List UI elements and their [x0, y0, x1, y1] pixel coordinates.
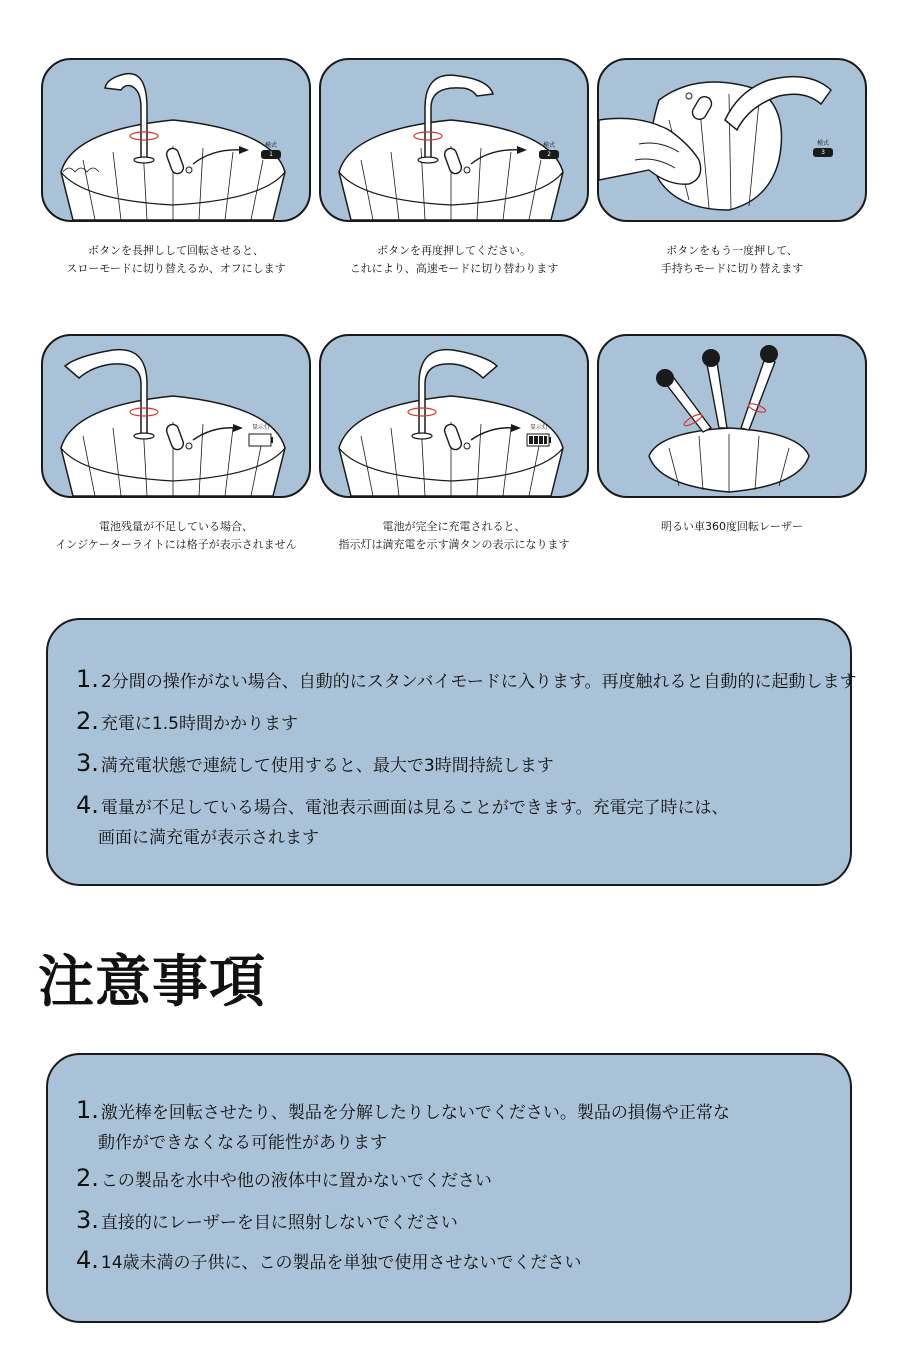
usage-notes-box: [46, 618, 857, 886]
mode-badge-label: 模式: [816, 140, 829, 147]
laser-illustration: [599, 336, 865, 496]
note-number: 1.: [76, 1096, 99, 1124]
usage-note-4: [76, 790, 729, 853]
caption-line: ボタンを長押しして回転させると、: [88, 244, 264, 257]
mode-badge-number: 1: [261, 150, 281, 159]
illustration-panel: [319, 334, 589, 498]
instruction-card-3: [597, 58, 867, 278]
instruction-card-1: [41, 58, 311, 278]
illustration-panel: [319, 58, 589, 222]
note-text-continued: 画面に満充電が表示されます: [98, 828, 319, 848]
note-text: 14歳未満の子供に、この製品を単独で使用させないでください: [100, 1253, 582, 1273]
device-illustration: [43, 336, 309, 496]
precaution-1: [76, 1095, 730, 1158]
note-text: 充電に1.5時間かかります: [100, 714, 298, 734]
usage-note-1: [76, 664, 857, 697]
caption-line: これにより、高速モードに切り替わります: [349, 262, 559, 275]
caption-line: 明るい車360度回転レーザー: [661, 520, 803, 533]
usage-note-3: [76, 748, 554, 781]
caption: [41, 518, 311, 554]
precaution-3: [76, 1205, 458, 1238]
illustration-panel: [597, 334, 867, 498]
mode-badge-label: 模式: [264, 142, 277, 149]
caption-line: 電池残量が不足している場合、: [99, 520, 253, 533]
caption-line: ボタンをもう一度押して、: [666, 244, 798, 257]
note-number: 2.: [76, 707, 99, 735]
note-text: 電量が不足している場合、電池表示画面は見ることができます。充電完了時には、: [100, 798, 729, 818]
caption: [319, 518, 589, 554]
caption-line: インジケーターライトには格子が表示されません: [55, 538, 297, 551]
mode-badge-number: 2: [539, 150, 559, 159]
mode-badge-label: 模式: [542, 142, 555, 149]
note-number: 4.: [76, 1246, 99, 1274]
note-text-continued: 動作ができなくなる可能性があります: [98, 1133, 387, 1153]
empty-battery-icon: [249, 434, 271, 446]
caption: [597, 242, 867, 278]
note-number: 3.: [76, 749, 99, 777]
precautions-box: [46, 1053, 852, 1323]
note-text: この製品を水中や他の液体中に置かないでください: [100, 1171, 492, 1191]
note-number: 4.: [76, 791, 99, 819]
caption-line: 手持ちモードに切り替えます: [660, 262, 804, 275]
usage-note-2: [76, 706, 298, 739]
mode-badge: [809, 138, 837, 157]
instruction-card-6: [597, 334, 867, 536]
note-text: 2分間の操作がない場合、自動的にスタンバイモードに入ります。再度触れると自動的に起動します: [100, 672, 857, 692]
full-battery-icon: [527, 434, 551, 446]
caption-line: スローモードに切り替えるか、オフにします: [66, 262, 286, 275]
precaution-4: [76, 1245, 582, 1278]
caption-line: 指示灯は満充電を示す満タンの表示になります: [338, 538, 570, 551]
instruction-card-4: [41, 334, 311, 554]
note-number: 2.: [76, 1164, 99, 1192]
indicator-label: 显示灯: [251, 424, 270, 431]
device-illustration: [321, 336, 587, 496]
caption: [41, 242, 311, 278]
mode-badge-number: 3: [813, 148, 833, 157]
note-text: 直接的にレーザーを目に照射しないでください: [100, 1213, 458, 1233]
illustration-panel: [597, 58, 867, 222]
note-number: 3.: [76, 1206, 99, 1234]
indicator-label: 显示灯: [529, 424, 548, 431]
caption: [319, 242, 589, 278]
note-number: 1.: [76, 665, 99, 693]
caption-line: 電池が完全に充電されると、: [382, 520, 526, 533]
illustration-panel: [41, 334, 311, 498]
instruction-card-2: [319, 58, 589, 278]
mode-badge: [257, 140, 285, 159]
caption: [597, 518, 867, 536]
precautions-title: 注意事項: [38, 950, 266, 1015]
precaution-2: [76, 1163, 492, 1196]
instruction-card-5: [319, 334, 589, 554]
note-text: 満充電状態で連続して使用すると、最大で3時間持続します: [100, 756, 554, 776]
note-text: 激光棒を回転させたり、製品を分解したりしないでください。製品の損傷や正常な: [100, 1103, 730, 1123]
illustration-panel: [41, 58, 311, 222]
mode-badge: [535, 140, 563, 159]
caption-line: ボタンを再度押してください。: [377, 244, 531, 257]
